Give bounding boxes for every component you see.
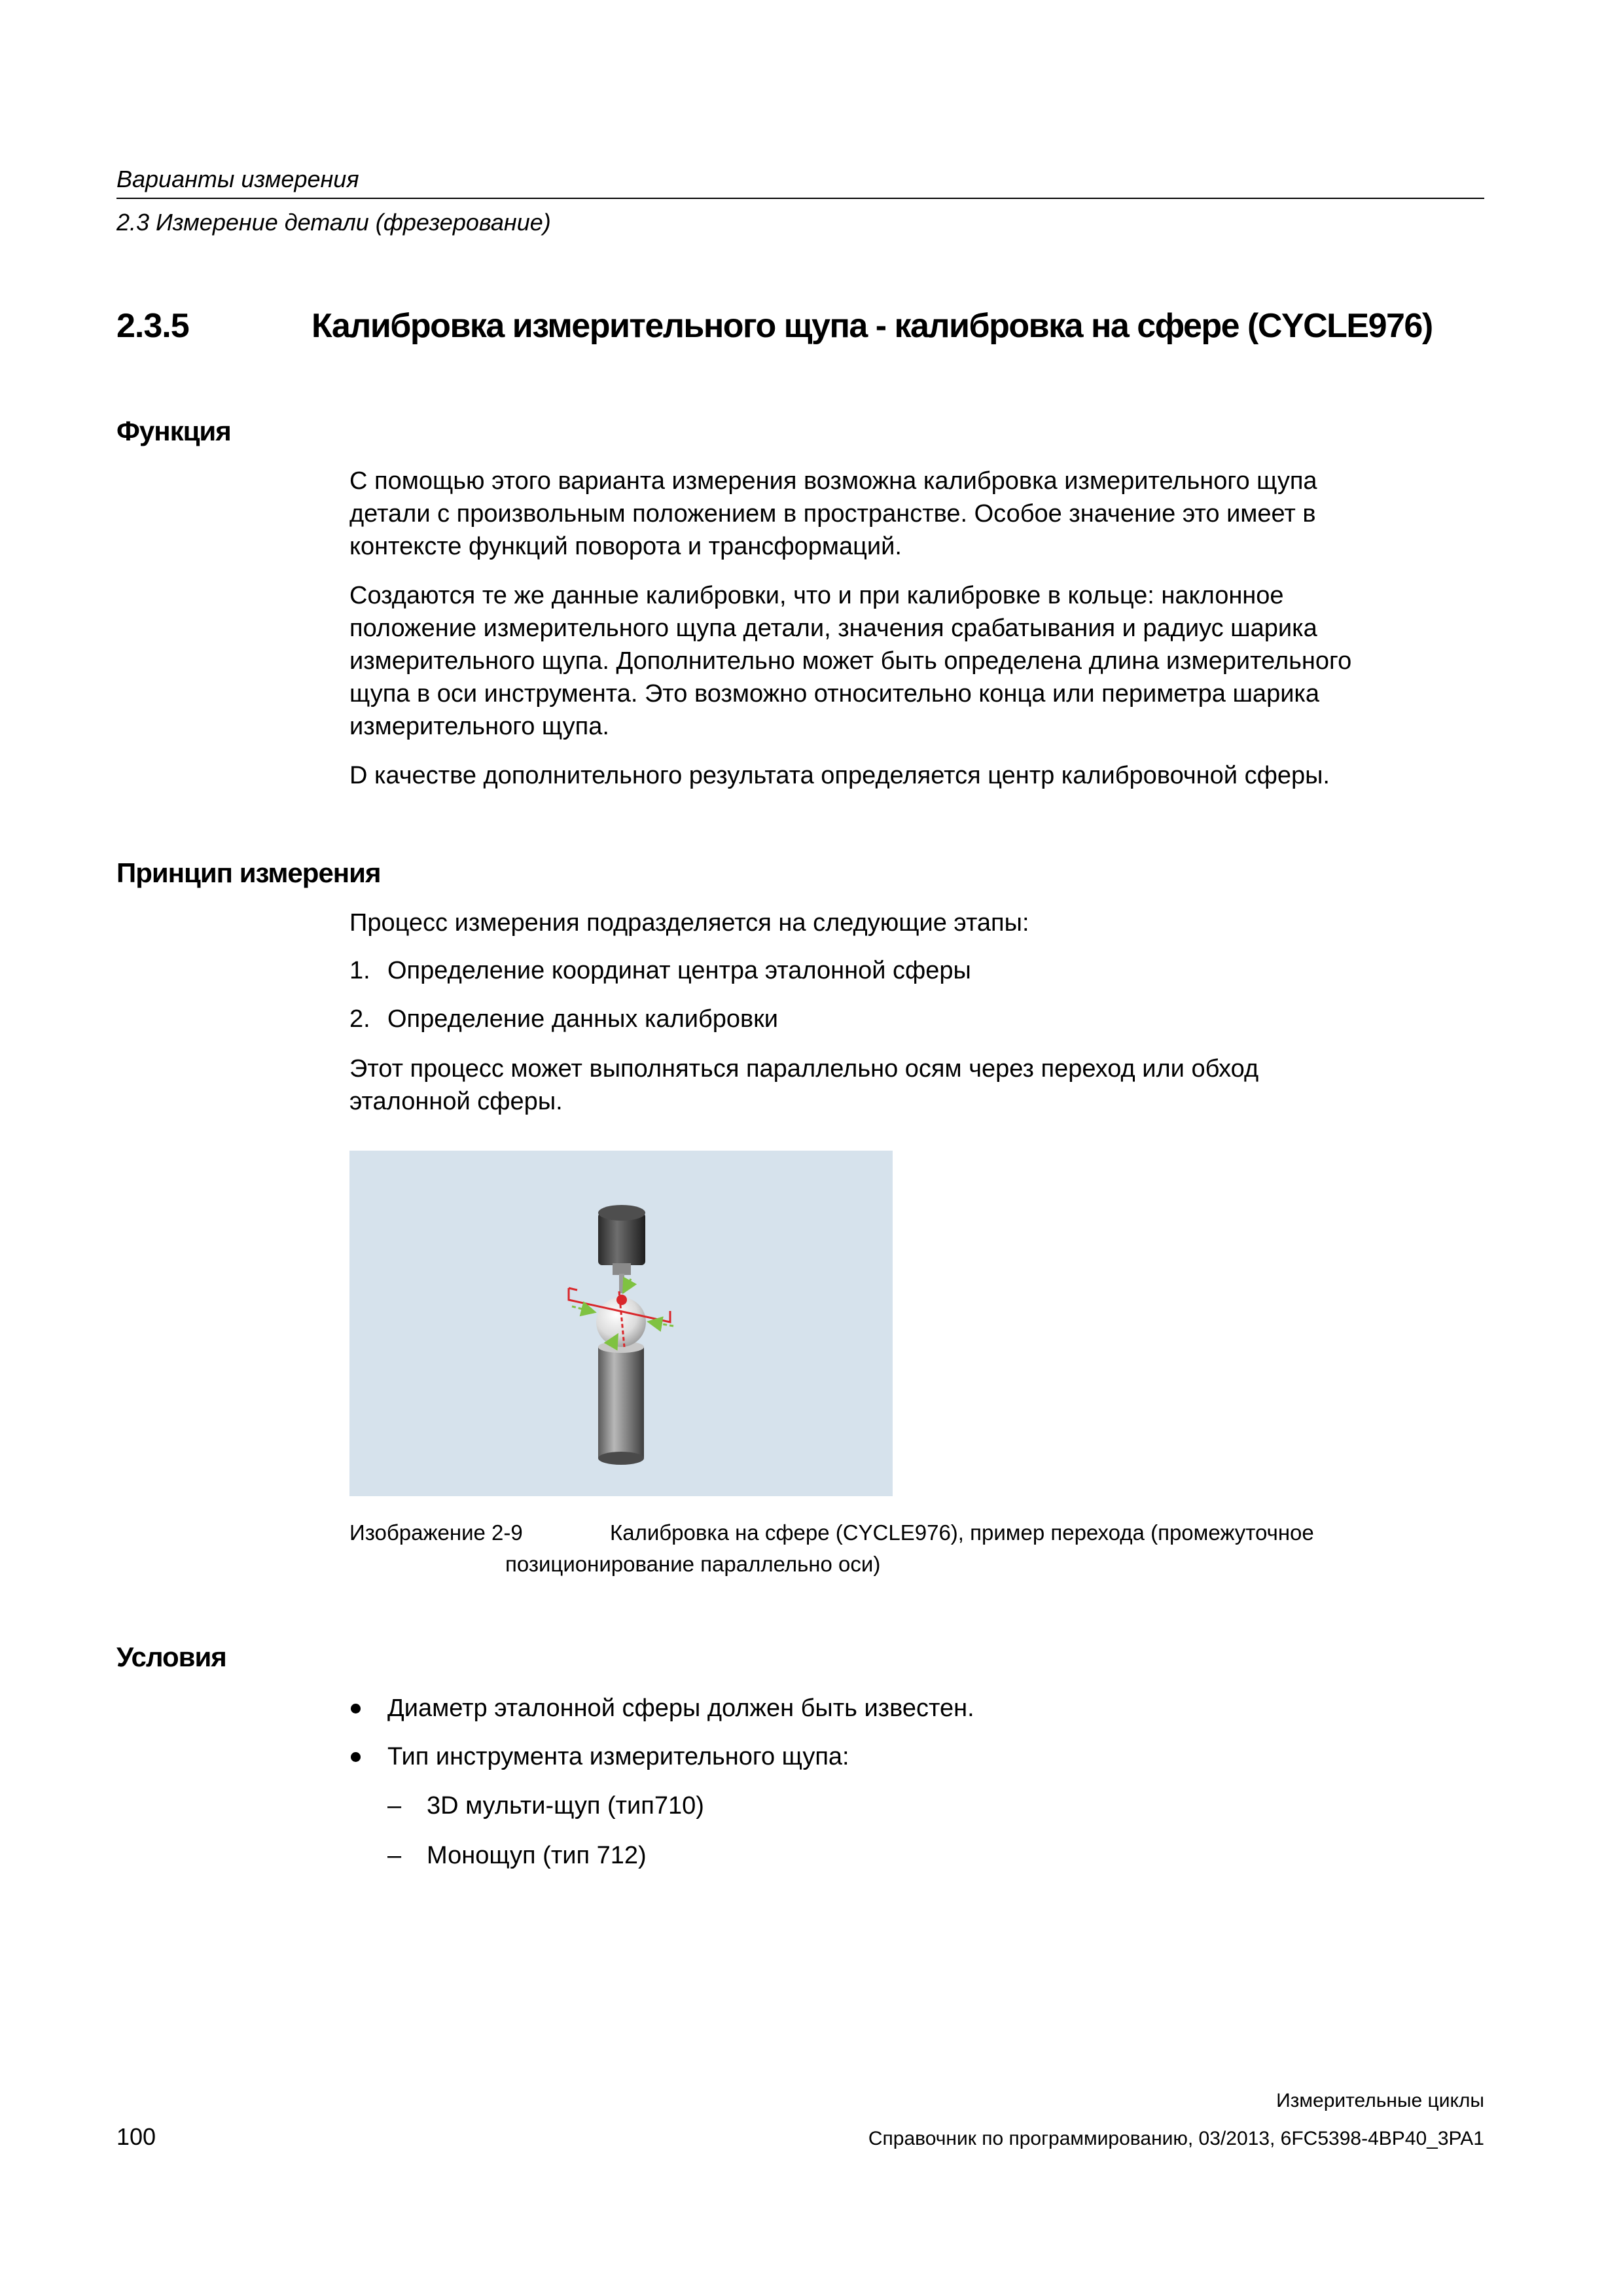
function-paragraph-1 [349, 465, 1501, 563]
section-title: Калибровка измерительного щупа - калибровка на сфере (CYCLE976) [312, 307, 1433, 345]
running-header-chapter: Варианты измерения [116, 166, 359, 192]
figure-label: Изображение 2-9 [349, 1520, 523, 1545]
probe-type-item: 3D мульти-щуп (тип710) [427, 1792, 704, 1820]
dash-marker: – [387, 1842, 402, 1869]
step-number: 2. [349, 1005, 370, 1033]
text-line: D качестве дополнительного результата определяется центр калибровочной сферы. [349, 762, 1330, 789]
principle-heading: Принцип измерения [116, 857, 381, 888]
text-line: С помощью этого варианта измерения возможна калибровка измерительного щупа [349, 467, 1317, 495]
running-header-section: 2.3 Измерение детали (фрезерование) [116, 209, 551, 236]
text-line: измерительного щупа. Дополнительно может быть определена длина измерительного [349, 647, 1352, 675]
step-text: Определение данных калибровки [387, 1005, 779, 1033]
text-line: эталонной сферы. [349, 1088, 563, 1115]
footer-reference: Справочник по программированию, 03/2013, 6FC5398-4BP40_3PA1 [868, 2128, 1484, 2149]
probe-ball [616, 1295, 627, 1305]
function-heading: Функция [116, 416, 231, 446]
figure-caption-line-1: Калибровка на сфере (CYCLE976), пример перехода (промежуточное [610, 1520, 1314, 1545]
reference-sphere-holder [598, 1341, 644, 1465]
section-number: 2.3.5 [116, 307, 189, 345]
text-line: Создаются те же данные калибровки, что и при калибровке в кольце: наклонное [349, 582, 1284, 609]
text-line: детали с произвольным положением в пространстве. Особое значение это имеет в [349, 500, 1316, 528]
text-line: измерительного щупа. [349, 713, 609, 740]
bullet-dot [351, 1752, 361, 1762]
function-paragraph-2 [349, 579, 1501, 743]
dash-marker: – [387, 1792, 402, 1820]
page-number: 100 [116, 2123, 156, 2150]
figure-caption-line-2: позиционирование параллельно оси) [505, 1552, 881, 1576]
text-line: контексте функций поворота и трансформаций. [349, 533, 902, 560]
text-line: щупа в оси инструмента. Это возможно относительно конца или периметра шарика [349, 680, 1320, 708]
probe-type-item: Монощуп (тип 712) [427, 1842, 647, 1869]
principle-paragraph [349, 1052, 1501, 1118]
figure-probe-calibration [349, 1151, 893, 1496]
step-number: 1. [349, 957, 370, 984]
header-rule [116, 198, 1484, 199]
figure-illustration [349, 1151, 893, 1496]
condition-item: Диаметр эталонной сферы должен быть известен. [387, 1695, 974, 1722]
conditions-heading: Условия [116, 1641, 226, 1672]
step-text: Определение координат центра эталонной сферы [387, 957, 971, 984]
function-paragraph-3 [349, 759, 1501, 792]
text-line: Этот процесс может выполняться параллельно осям через переход или обход [349, 1055, 1259, 1083]
principle-intro: Процесс измерения подразделяется на следующие этапы: [349, 909, 1029, 937]
text-line: положение измерительного щупа детали, значения срабатывания и радиус шарика [349, 615, 1317, 642]
footer-book-title: Измерительные циклы [1276, 2090, 1484, 2111]
condition-item: Тип инструмента измерительного щупа: [387, 1743, 849, 1770]
bullet-dot [351, 1704, 361, 1713]
